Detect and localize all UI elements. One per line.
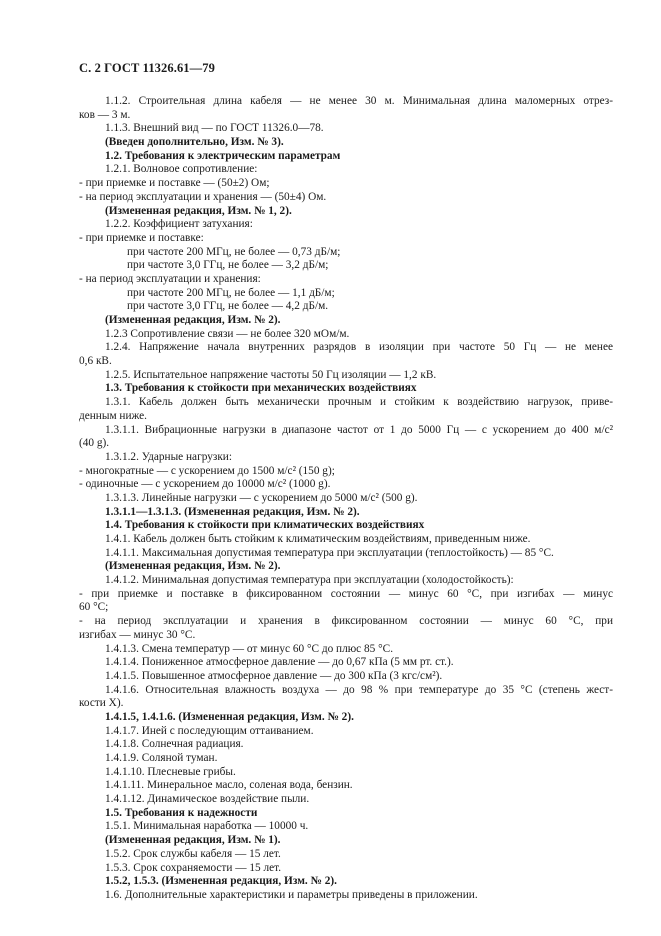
text-line: 1.4.1.12. Динамическое воздействие пыли.	[105, 793, 310, 806]
text-line: - одиночные — с ускорением до 10000 м/с² (1000 g).	[79, 478, 331, 491]
text-line: 1.4.1.6. Относительная влажность воздуха — до 98 % при температуре до 35 °С (степень жест-	[105, 683, 613, 696]
bold-text-line: (Измененная редакция, Изм. № 2).	[105, 314, 281, 326]
text-line: 1.3.1.1. Вибрационные нагрузки в диапазоне частот от 1 до 5000 Гц — с ускорением до 400 м/с²	[105, 423, 613, 436]
text-line: - при приемке и поставке в фиксированном состоянии — минус 60 °С, при изгибах — минус	[79, 587, 613, 600]
text-line: 1.4.1.9. Соляной туман.	[105, 752, 218, 764]
bold-text-line: (Измененная редакция, Изм. № 1, 2).	[105, 204, 292, 217]
text-line: при частоте 3,0 ГГц, не более — 4,2 дБ/м.	[127, 300, 329, 313]
text-line: 1.4.1.1. Максимальная допустимая температура при эксплуатации (теплостойкость) — 85 °С.	[105, 546, 554, 559]
text-line: 1.2.1. Волновое сопротивление:	[105, 163, 258, 176]
text-line: 1.1.2. Строительная длина кабеля — не менее 30 м. Минимальная длина маломерных отрез-	[105, 95, 613, 107]
text-line: - многократные — с ускорением до 1500 м/с² (150 g);	[79, 464, 335, 477]
text-line: 60 °С;	[79, 601, 109, 614]
text-line: при частоте 200 МГц, не более — 0,73 дБ/м;	[127, 245, 341, 258]
bold-text-line: 1.3. Требования к стойкости при механических воздействиях	[105, 382, 417, 395]
text-line: (40 g).	[79, 437, 110, 450]
text-line: - на период эксплуатации и хранения — (50±4) Ом.	[79, 190, 327, 203]
text-line: при частоте 200 МГц, не более — 1,1 дБ/м;	[127, 286, 335, 299]
text-line: 1.4.1.8. Солнечная радиация.	[105, 738, 244, 751]
text-line: - на период эксплуатации и хранения:	[79, 272, 261, 285]
text-line: 1.4.1.4. Пониженное атмосферное давление — до 0,67 кПа (5 мм рт. ст.).	[105, 656, 454, 669]
text-line: 1.3.1.3. Линейные нагрузки — с ускорением до 5000 м/с² (500 g).	[105, 491, 418, 504]
page-header: С. 2 ГОСТ 11326.61—79	[79, 61, 215, 75]
text-line: 1.6. Дополнительные характеристики и параметры приведены в приложении.	[105, 888, 478, 901]
text-line: 1.2.4. Напряжение начала внутренних разрядов в изоляции при частоте 50 Гц — не менее	[105, 341, 613, 354]
text-line: 1.5.1. Минимальная наработка — 10000 ч.	[105, 820, 309, 833]
text-line: изгибах — минус 30 °С.	[79, 628, 196, 641]
bold-text-line: (Введен дополнительно, Изм. № 3).	[105, 136, 284, 149]
text-line: 1.4.1.10. Плесневые грибы.	[105, 765, 236, 778]
text-line: - при приемке и поставке:	[79, 231, 204, 244]
text-line: 1.3.1. Кабель должен быть механически прочным и стойким к воздействию нагрузок, приве-	[105, 396, 613, 409]
bold-text-line: (Измененная редакция, Изм. № 2).	[105, 560, 281, 573]
text-line: денным ниже.	[79, 409, 148, 422]
text-line: 1.4.1.2. Минимальная допустимая температура при эксплуатации (холодостойкость):	[105, 574, 514, 587]
bold-text-line: 1.5.2, 1.5.3. (Измененная редакция, Изм. № 2).	[105, 875, 337, 888]
bold-text-line: 1.5. Требования к надежности	[105, 806, 258, 819]
text-line: - при приемке и поставке — (50±2) Ом;	[79, 177, 270, 190]
bold-text-line: (Измененная редакция, Изм. № 1).	[105, 834, 281, 847]
text-line: 1.4.1.5. Повышенное атмосферное давление — до 300 кПа (3 кгс/см²).	[105, 669, 443, 682]
text-line: 1.4.1.3. Смена температур — от минус 60 °С до плюс 85 °С.	[105, 642, 394, 655]
bold-text-line: 1.4.1.5, 1.4.1.6. (Измененная редакция, Изм. № 2).	[105, 710, 354, 723]
text-line: 1.4.1.7. Иней с последующим оттаиванием.	[105, 724, 314, 737]
text-line: 1.2.2. Коэффициент затухания:	[105, 218, 253, 231]
text-line: - на период эксплуатации и хранения в фиксированном состоянии — минус 60 °С, при	[79, 615, 613, 628]
document-body	[79, 95, 613, 903]
bold-text-line: 1.2. Требования к электрическим параметрам	[105, 149, 341, 162]
text-line: 0,6 кВ.	[79, 355, 112, 368]
text-line: 1.2.3 Сопротивление связи — не более 320 мОм/м.	[105, 327, 350, 340]
text-line: 1.1.3. Внешний вид — по ГОСТ 11326.0—78.	[105, 122, 324, 135]
text-line: кости X).	[79, 697, 124, 710]
bold-text-line: 1.3.1.1—1.3.1.3. (Измененная редакция, Изм. № 2).	[105, 505, 360, 518]
text-line: 1.5.3. Срок сохраняемости — 15 лет.	[105, 861, 282, 874]
text-line: 1.4.1.11. Минеральное масло, соленая вода, бензин.	[105, 779, 353, 792]
bold-text-line: 1.4. Требования к стойкости при климатических воздействиях	[105, 519, 425, 532]
text-line: при частоте 3,0 ГГц, не более — 3,2 дБ/м;	[127, 259, 329, 272]
text-line: 1.3.1.2. Ударные нагрузки:	[105, 450, 232, 463]
text-line: 1.5.2. Срок службы кабеля — 15 лет.	[105, 847, 281, 860]
text-line: ков — 3 м.	[79, 108, 131, 121]
text-line: 1.2.5. Испытательное напряжение частоты 50 Гц изоляции — 1,2 кВ.	[105, 368, 437, 381]
text-line: 1.4.1. Кабель должен быть стойким к климатическим воздействиям, приведенным ниже.	[105, 533, 531, 545]
